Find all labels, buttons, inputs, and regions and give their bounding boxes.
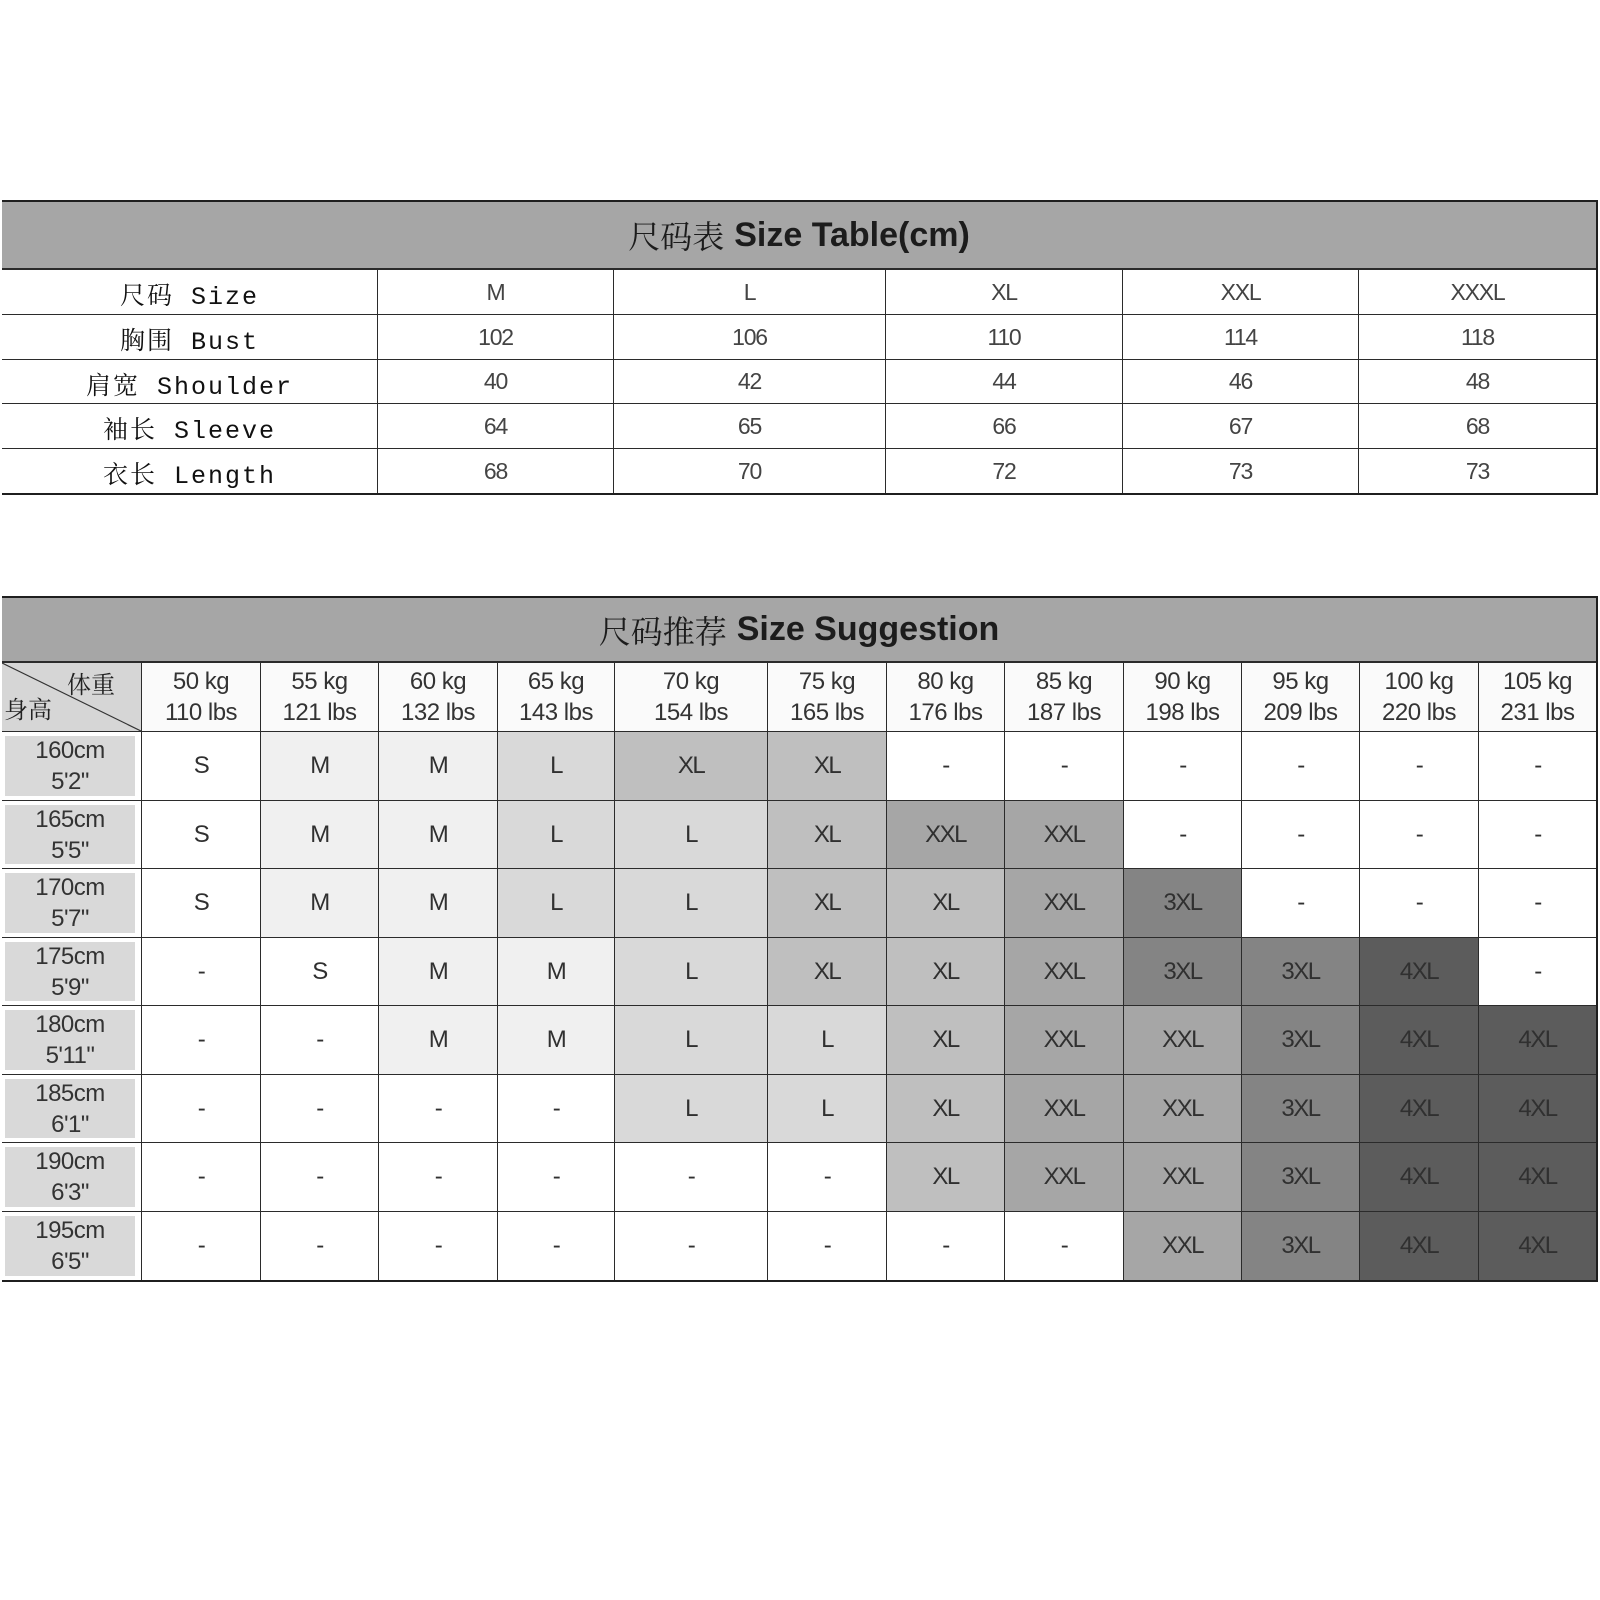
size-cell: M (379, 732, 498, 801)
size-cell: L (768, 1075, 887, 1143)
size-cell: XXL (1124, 1006, 1242, 1075)
height-header (2, 938, 142, 1006)
size-cell: 3XL (1242, 1212, 1360, 1280)
size-cell: XXL (1124, 1143, 1242, 1212)
height-cm: 165cm (35, 805, 105, 833)
size-cell: 4XL (1360, 1006, 1479, 1075)
size-suggestion-title-en: Size Suggestion (736, 610, 1000, 648)
height-cm: 185cm (35, 1079, 105, 1107)
size-cell: - (498, 1075, 615, 1143)
height-header (2, 869, 142, 938)
row-label: 尺码 Size (2, 270, 378, 315)
size-cell: - (261, 1212, 379, 1280)
table-cell: XXXL (1359, 270, 1596, 315)
height-ft: 5'2" (51, 768, 89, 795)
table-cell: 106 (614, 315, 886, 360)
weight-header (1242, 663, 1360, 732)
size-cell: 3XL (1124, 869, 1242, 938)
size-cell: - (1242, 732, 1360, 801)
size-cell: - (261, 1006, 379, 1075)
size-cell: - (615, 1143, 768, 1212)
height-cm: 180cm (35, 1011, 105, 1038)
table-cell: 42 (614, 360, 886, 404)
weight-header (142, 663, 261, 732)
weight-header (1479, 663, 1596, 732)
height-header (2, 732, 142, 801)
size-cell: XXL (1005, 938, 1124, 1006)
height-cm: 175cm (35, 942, 105, 970)
height-label-box (5, 1079, 135, 1138)
table-cell: 73 (1123, 449, 1359, 493)
size-cell: - (1124, 801, 1242, 869)
table-cell: 40 (378, 360, 614, 404)
size-cell: L (498, 732, 615, 801)
height-label-box (5, 736, 135, 796)
weight-kg: 65 kg (527, 668, 585, 695)
table-cell: 67 (1123, 404, 1359, 449)
size-cell: - (142, 1075, 261, 1143)
size-suggestion-table (2, 596, 1598, 1282)
weight-header (615, 663, 768, 732)
table-cell: 118 (1359, 315, 1596, 360)
size-cell: - (768, 1212, 887, 1280)
weight-header (768, 663, 887, 732)
height-cm: 160cm (35, 737, 105, 764)
row-label: 肩宽 Shoulder (2, 360, 378, 404)
weight-lbs: 165 lbs (790, 699, 864, 726)
weight-kg: 85 kg (1035, 668, 1093, 695)
height-ft: 5'5" (51, 836, 89, 864)
size-cell: - (887, 732, 1005, 801)
size-cell: M (379, 1006, 498, 1075)
size-cell: L (498, 869, 615, 938)
size-cell: - (1479, 801, 1596, 869)
size-cell: M (498, 1006, 615, 1075)
size-cell: M (379, 938, 498, 1006)
size-cell: XL (887, 1075, 1005, 1143)
size-suggestion-title-cn: 尺码推荐 (598, 612, 727, 651)
size-cell: 3XL (1242, 1006, 1360, 1075)
height-header (2, 1143, 142, 1212)
table-cell: 114 (1123, 315, 1359, 360)
row-label: 袖长 Sleeve (2, 404, 378, 449)
height-label-box (5, 873, 135, 933)
size-cell: - (1360, 869, 1479, 938)
size-cell: XL (887, 938, 1005, 1006)
size-cell: - (1479, 732, 1596, 801)
size-cell: - (498, 1143, 615, 1212)
size-cell: M (261, 869, 379, 938)
weight-axis-label: 体重 (67, 672, 115, 699)
size-cell: M (261, 732, 379, 801)
row-label: 胸围 Bust (2, 315, 378, 360)
weight-header (498, 663, 615, 732)
size-table-title (2, 202, 1596, 270)
size-cell: - (379, 1075, 498, 1143)
size-cell: XL (887, 1006, 1005, 1075)
size-cell: 3XL (1242, 1143, 1360, 1212)
weight-header (261, 663, 379, 732)
size-cell: - (379, 1143, 498, 1212)
size-cell: 4XL (1360, 1143, 1479, 1212)
size-cell: 4XL (1360, 1075, 1479, 1143)
weight-header (1124, 663, 1242, 732)
size-cell: - (1242, 801, 1360, 869)
weight-lbs: 231 lbs (1500, 699, 1575, 726)
table-cell: L (614, 270, 886, 315)
size-table-title-en: Size Table(cm) (734, 215, 970, 254)
table-cell: XL (886, 270, 1123, 315)
height-header (2, 1006, 142, 1075)
height-label-box (5, 1216, 135, 1276)
size-cell: S (142, 869, 261, 938)
size-cell: XXL (1124, 1075, 1242, 1143)
size-cell: 4XL (1360, 938, 1479, 1006)
table-cell: 73 (1359, 449, 1596, 493)
size-cell: 4XL (1479, 1143, 1596, 1212)
table-cell: 44 (886, 360, 1123, 404)
size-cell: 4XL (1479, 1075, 1596, 1143)
size-cell: - (1360, 801, 1479, 869)
weight-kg: 90 kg (1154, 668, 1211, 695)
height-ft: 5'9" (51, 973, 89, 1001)
size-cell: L (615, 1075, 768, 1143)
weight-kg: 95 kg (1272, 668, 1329, 695)
weight-lbs: 110 lbs (164, 699, 238, 726)
weight-kg: 60 kg (409, 668, 467, 695)
size-cell: - (768, 1143, 887, 1212)
size-table (2, 200, 1598, 495)
size-cell: L (615, 938, 768, 1006)
height-header (2, 1075, 142, 1143)
weight-kg: 55 kg (291, 668, 348, 695)
table-cell: 70 (614, 449, 886, 493)
size-cell: XL (887, 869, 1005, 938)
size-cell: XL (615, 732, 768, 801)
height-label-box (5, 942, 135, 1001)
height-ft: 5'7" (51, 905, 89, 932)
weight-kg: 105 kg (1502, 668, 1573, 695)
weight-lbs: 121 lbs (282, 699, 357, 726)
size-cell: 4XL (1479, 1006, 1596, 1075)
size-cell: M (379, 801, 498, 869)
size-cell: M (379, 869, 498, 938)
weight-kg: 75 kg (798, 668, 856, 695)
table-cell: 110 (886, 315, 1123, 360)
size-cell: XXL (1005, 1143, 1124, 1212)
size-cell: XL (768, 938, 887, 1006)
height-ft: 6'1" (51, 1110, 89, 1138)
height-cm: 195cm (35, 1217, 105, 1244)
corner-header (2, 663, 142, 732)
size-table-title-cn: 尺码表 (628, 218, 725, 256)
weight-header (1360, 663, 1479, 732)
size-cell: S (261, 938, 379, 1006)
size-cell: - (1005, 1212, 1124, 1280)
weight-header (379, 663, 498, 732)
weight-lbs: 209 lbs (1263, 699, 1338, 726)
table-cell: 72 (886, 449, 1123, 493)
size-cell: - (142, 938, 261, 1006)
size-cell: - (1479, 938, 1596, 1006)
table-cell: 65 (614, 404, 886, 449)
weight-kg: 50 kg (172, 668, 230, 695)
weight-kg: 70 kg (662, 668, 720, 695)
weight-kg: 80 kg (917, 668, 974, 695)
size-cell: - (1124, 732, 1242, 801)
size-cell: XXL (1005, 801, 1124, 869)
row-label: 衣长 Length (2, 449, 378, 493)
size-cell: - (261, 1075, 379, 1143)
size-cell: L (615, 801, 768, 869)
size-cell: 3XL (1242, 1075, 1360, 1143)
size-cell: XXL (1005, 1075, 1124, 1143)
height-label-box (5, 805, 135, 864)
height-ft: 6'3" (51, 1179, 89, 1206)
height-ft: 6'5" (51, 1248, 89, 1275)
size-cell: S (142, 801, 261, 869)
height-ft: 5'11" (45, 1042, 95, 1069)
weight-header (1005, 663, 1124, 732)
table-cell: 64 (378, 404, 614, 449)
weight-kg: 100 kg (1384, 668, 1454, 695)
weight-lbs: 187 lbs (1027, 699, 1101, 726)
size-cell: - (142, 1143, 261, 1212)
size-cell: - (887, 1212, 1005, 1280)
size-cell: XL (768, 801, 887, 869)
table-cell: 46 (1123, 360, 1359, 404)
size-cell: 3XL (1124, 938, 1242, 1006)
weight-lbs: 220 lbs (1382, 699, 1456, 726)
weight-header (887, 663, 1005, 732)
size-cell: XXL (1005, 1006, 1124, 1075)
size-cell: M (261, 801, 379, 869)
size-cell: XL (887, 1143, 1005, 1212)
height-label-box (5, 1147, 135, 1207)
size-cell: L (615, 1006, 768, 1075)
table-cell: M (378, 270, 614, 315)
size-cell: - (1479, 869, 1596, 938)
size-cell: M (498, 938, 615, 1006)
height-cm: 170cm (35, 874, 105, 901)
size-suggestion-title (2, 598, 1596, 663)
size-cell: 4XL (1360, 1212, 1479, 1280)
size-cell: - (379, 1212, 498, 1280)
size-cell: XL (768, 869, 887, 938)
size-cell: L (498, 801, 615, 869)
height-cm: 190cm (35, 1148, 105, 1175)
size-cell: - (261, 1143, 379, 1212)
size-cell: - (1360, 732, 1479, 801)
size-cell: XXL (1005, 869, 1124, 938)
table-cell: 102 (378, 315, 614, 360)
weight-lbs: 154 lbs (654, 699, 728, 726)
table-cell: XXL (1123, 270, 1359, 315)
height-label-box (5, 1010, 135, 1070)
weight-lbs: 198 lbs (1145, 699, 1220, 726)
size-cell: L (615, 869, 768, 938)
size-cell: - (1242, 869, 1360, 938)
table-cell: 68 (1359, 404, 1596, 449)
table-cell: 68 (378, 449, 614, 493)
size-cell: 4XL (1479, 1212, 1596, 1280)
height-header (2, 1212, 142, 1280)
weight-lbs: 176 lbs (908, 699, 983, 726)
size-cell: - (615, 1212, 768, 1280)
weight-lbs: 132 lbs (401, 699, 475, 726)
size-cell: - (498, 1212, 615, 1280)
size-cell: S (142, 732, 261, 801)
size-cell: XXL (1124, 1212, 1242, 1280)
size-cell: - (1005, 732, 1124, 801)
table-cell: 66 (886, 404, 1123, 449)
size-cell: - (142, 1212, 261, 1280)
size-cell: L (768, 1006, 887, 1075)
height-header (2, 801, 142, 869)
size-cell: 3XL (1242, 938, 1360, 1006)
size-cell: XXL (887, 801, 1005, 869)
weight-lbs: 143 lbs (519, 699, 593, 726)
table-cell: 48 (1359, 360, 1596, 404)
height-axis-label: 身高 (4, 697, 52, 724)
size-cell: XL (768, 732, 887, 801)
size-cell: - (142, 1006, 261, 1075)
